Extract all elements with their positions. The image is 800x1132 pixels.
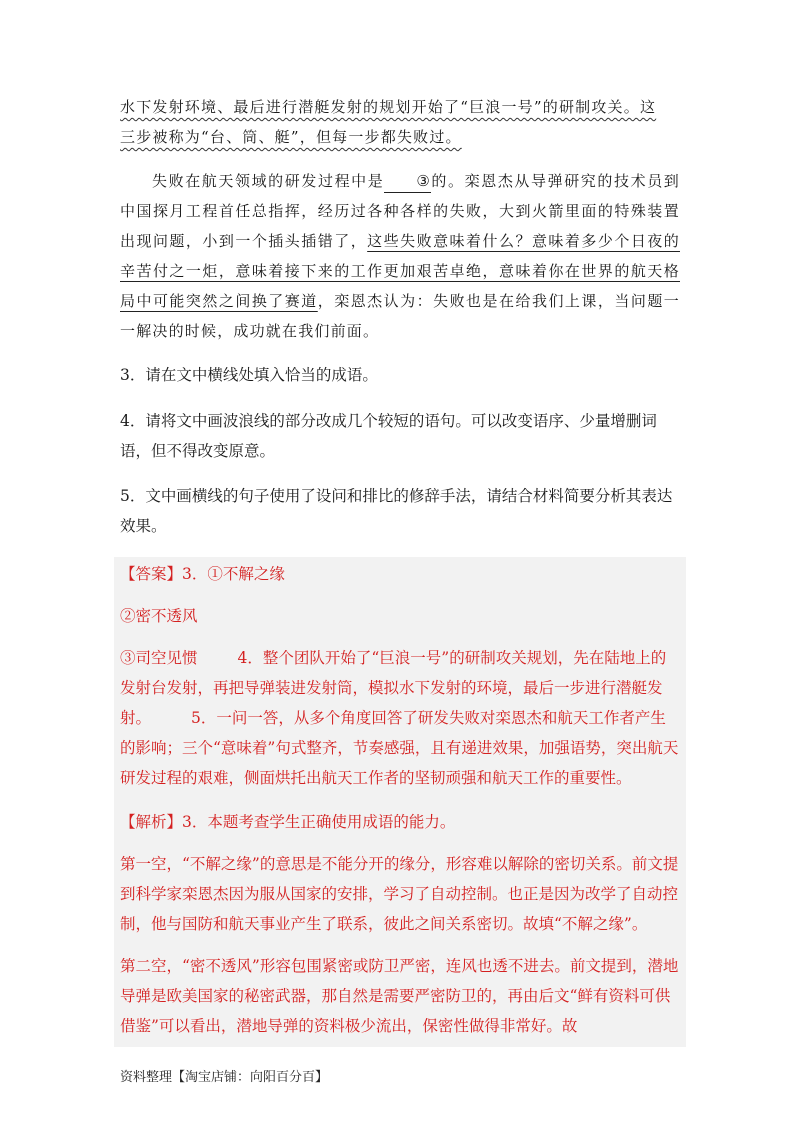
question-3: 3．请在文中横线处填入恰当的成语。	[120, 366, 378, 384]
fill-blank-3: ③	[384, 170, 431, 193]
wavy-underlined-text-cont: 三步被称为“台、筒、艇”，但每一步都失败过。	[120, 128, 462, 146]
document-page	[120, 92, 680, 1047]
answer-tag: 【答案】	[120, 564, 183, 583]
underlined-sentence: 这些失败意味着什么？意味着多少个日夜的辛苦付之一炬，意味着接下来的工作更加艰苦卓绝，意味着你在世界的航天格局中可能突然之间换了赛道	[120, 232, 680, 310]
page-footer: 资料整理【淘宝店铺：向阳百分百】	[120, 1070, 329, 1085]
answer-3-2: ②密不透风	[120, 606, 198, 625]
question-4: 4．请将文中画波浪线的部分改成几个较短的语句。可以改变语序、少量增删词语，但不得改变原意。	[120, 411, 657, 460]
answer-section	[114, 557, 686, 1047]
answer-3-1: 【答案】3．①不解之缘	[120, 564, 285, 583]
answer-3-3-and-4: ③司空见惯 4．整个团队开始了“巨浪一号”的研制攻关规划，先在陆地上的发射台发射，再把导弹装进发射筒，模拟水下发射的环境，最后一步进行潜艇发射。 5．一问一答，从多个角度回答了研发失败对栾恩杰和航天工作者产生的影响；三个“意味着”句式整齐，节奏感强，且有递进效果，加强语势，突出航天研发过程的艰难，侧面烘托出航天工作者的坚韧顽强和航天工作的重要性。	[120, 648, 679, 787]
wavy-underlined-text: 水下发射环境、最后进行潜艇发射的规划开始了“巨浪一号”的研制攻关。这	[120, 98, 657, 116]
answer-4: 4．整个团队开始了“巨浪一号”的研制攻关规划，先在陆地上的发射台发射，再把导弹装进发射筒，模拟水下发射的环境，最后一步进行潜艇发射。	[120, 648, 667, 727]
passage-paragraph-1	[120, 92, 680, 152]
analysis-intro: 【解析】3．本题考查学生正确使用成语的能力。	[120, 812, 456, 831]
question-5: 5．文中画横线的句子使用了设问和排比的修辞手法，请结合材料简要分析其表达效果。	[120, 487, 673, 535]
passage-paragraph-2: 失败在航天领域的研发过程中是 ③的。栾恩杰从导弹研究的技术员到中国探月工程首任总指挥，经历过各种各样的失败，大到火箭里面的特殊装置出现问题，小到一个插头插错了，这些失败意味着什么？意味着多少个日夜的辛苦付之一炬，意味着接下来的工作更加艰苦卓绝，意味着你在世界的航天格局中可能突然之间换了赛道，栾恩杰认为：失败也是在给我们上课，当问题一一解决的时候，成功就在我们前面。	[120, 172, 680, 340]
analysis-blank-2: 第二空，“密不透风”形容包围紧密或防卫严密，连风也透不进去。前文提到，潜地导弹是欧美国家的秘密武器，那自然是需要严密防卫的，再由后文“鲜有资料可供借鉴”可以看出，潜地导弹的资料极少流出，保密性做得非常好。故	[120, 956, 679, 1035]
answer-5: 5．一问一答，从多个角度回答了研发失败对栾恩杰和航天工作者产生的影响；三个“意味着”句式整齐，节奏感强，且有递进效果，加强语势，突出航天研发过程的艰难，侧面烘托出航天工作者的坚韧顽强和航天工作的重要性。	[120, 708, 679, 787]
analysis-tag: 【解析】	[120, 812, 183, 831]
analysis-blank-1: 第一空，“不解之缘”的意思是不能分开的缘分，形容难以解除的密切关系。前文提到科学家栾恩杰因为服从国家的安排，学习了自动控制。也正是因为改学了自动控制，他与国防和航天事业产生了联系，彼此之间关系密切。故填“不解之缘”。	[120, 854, 679, 933]
